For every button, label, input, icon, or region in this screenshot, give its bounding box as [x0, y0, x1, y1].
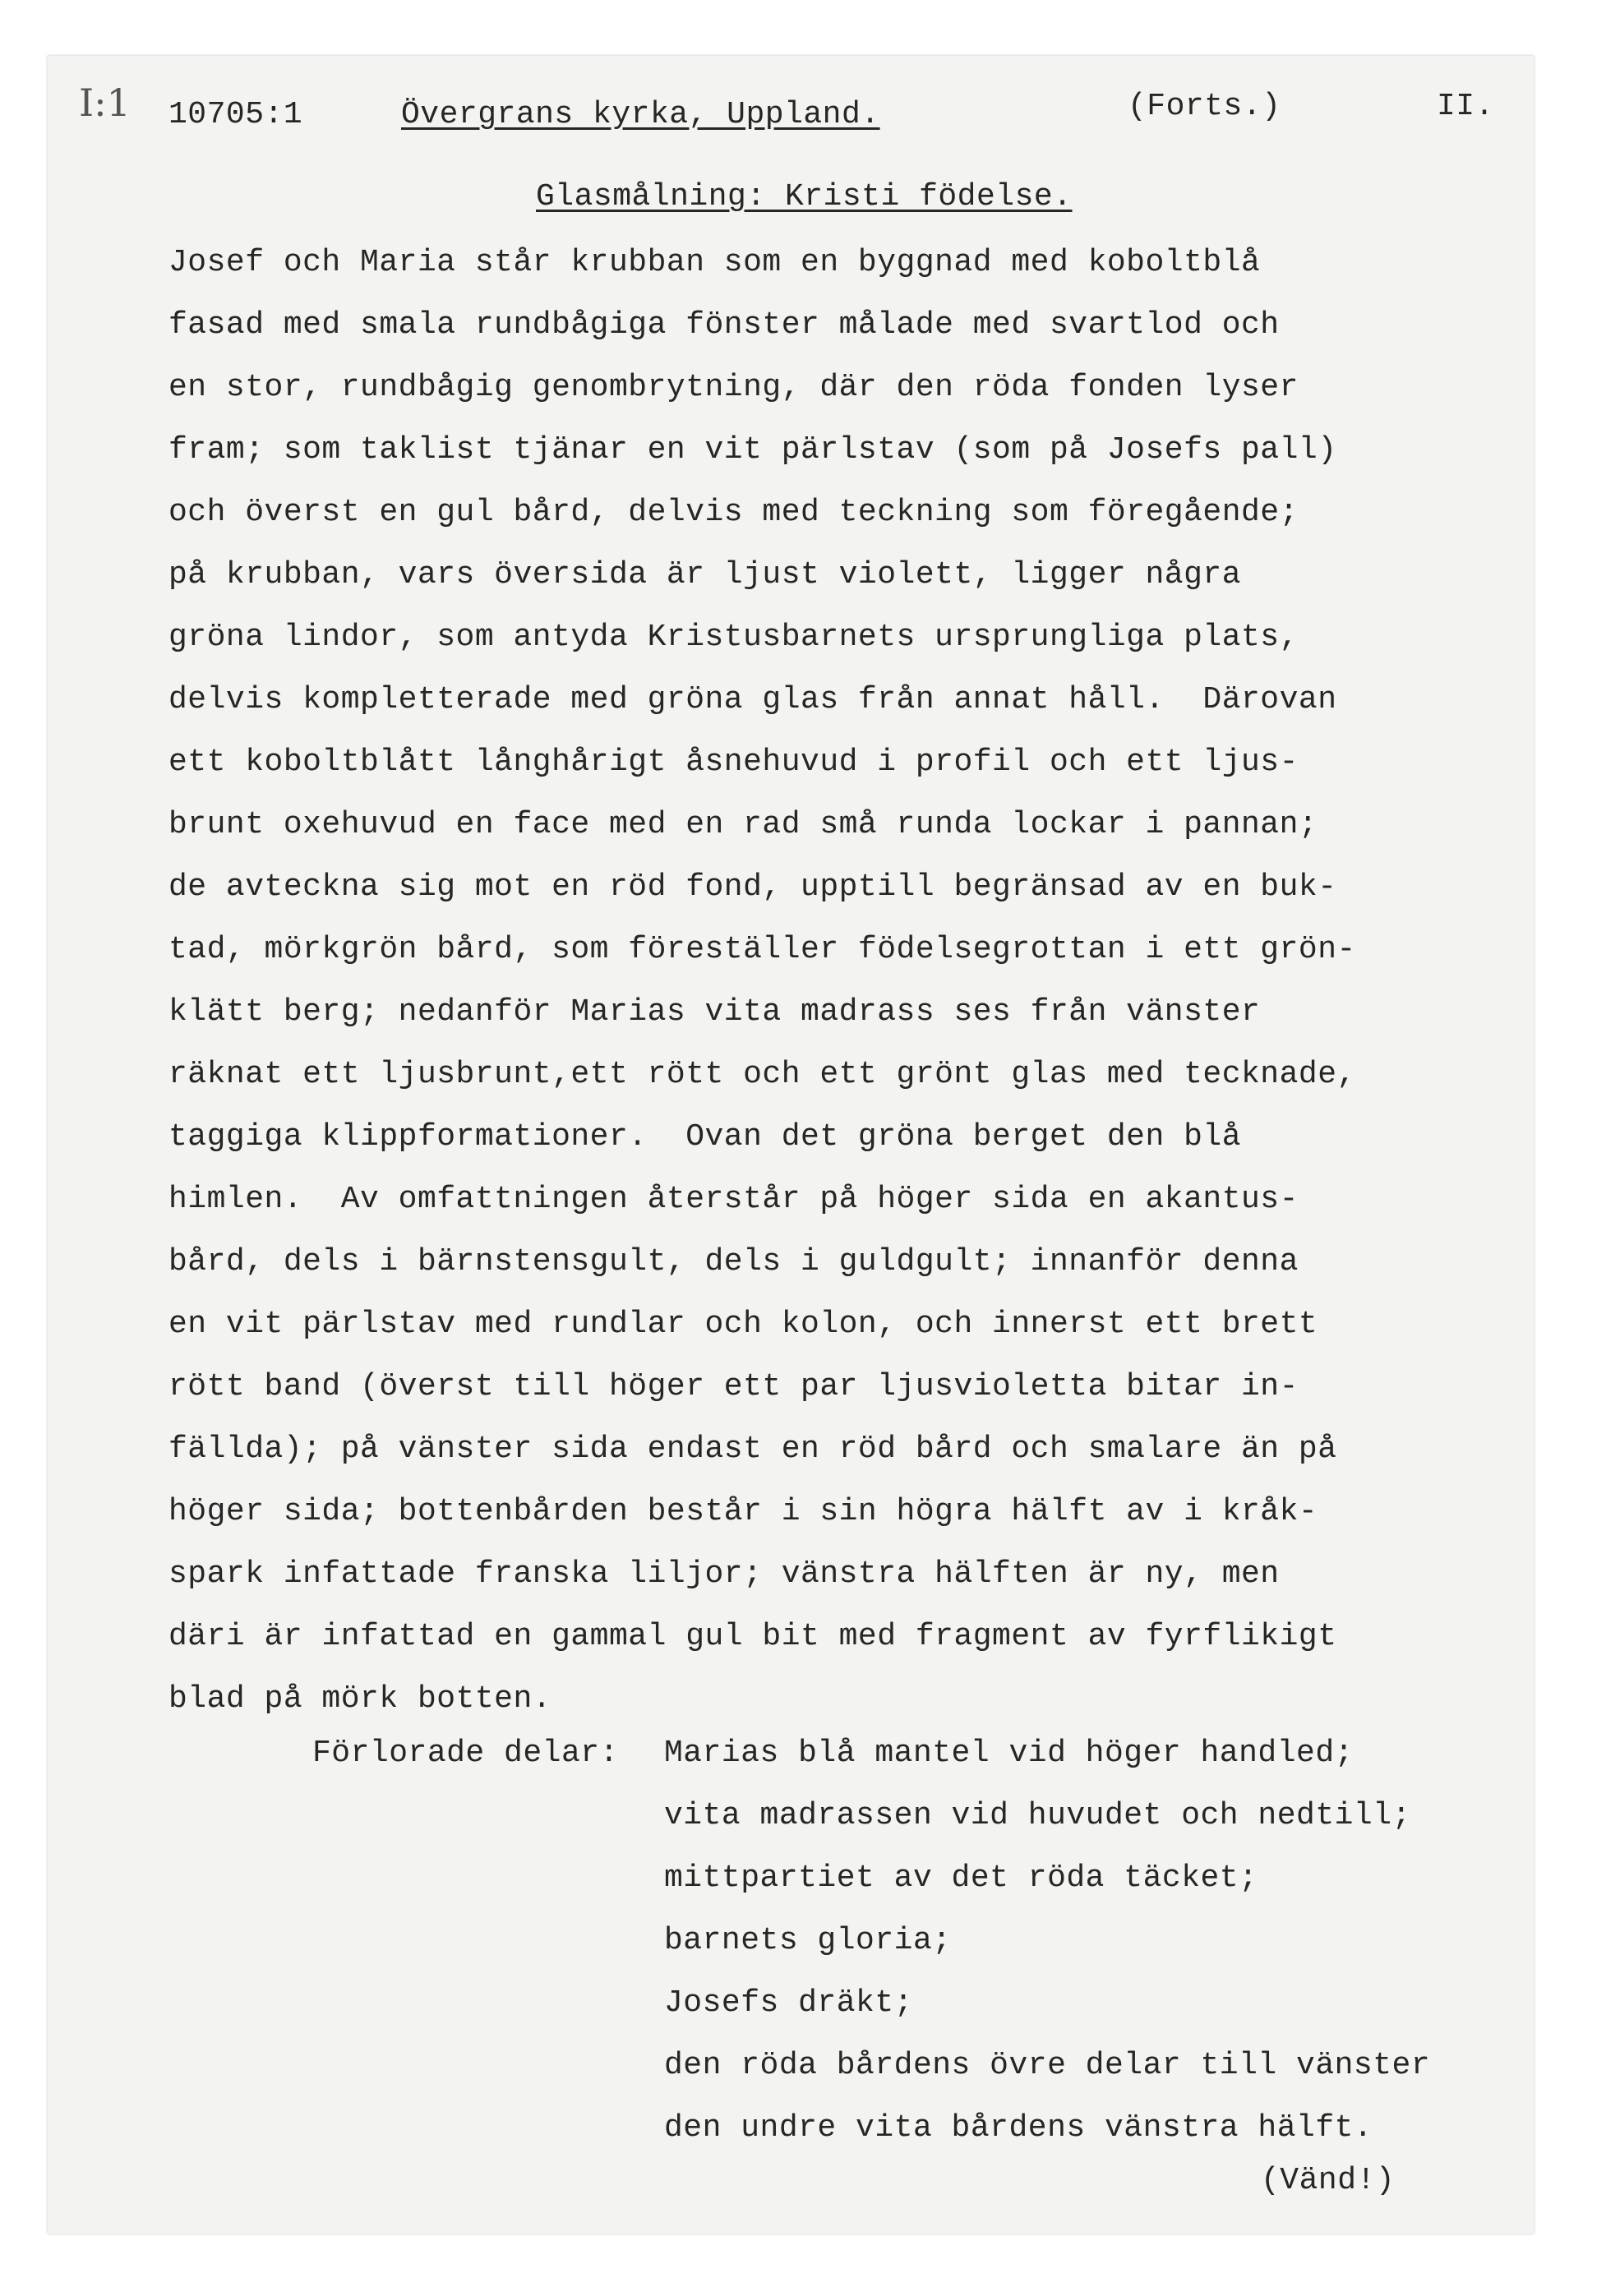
lost-part-item: Josefs dräkt;: [664, 1985, 913, 2021]
lost-part-item: vita madrassen vid huvudet och nedtill;: [664, 1798, 1411, 1833]
paragraph-line: fram; som taklist tjänar en vit pärlstav (som på Josefs pall): [168, 432, 1337, 468]
paragraph-line: gröna lindor, som antyda Kristusbarnets ursprungliga plats,: [168, 620, 1299, 655]
paragraph-line: på krubban, vars översida är ljust violett, ligger några: [168, 557, 1242, 592]
paragraph-line: himlen. Av omfattningen återstår på höger sida en akantus-: [168, 1182, 1299, 1217]
paragraph-line: delvis kompletterade med gröna glas från annat håll. Därovan: [168, 682, 1337, 717]
lost-part-item: den undre vita bårdens vänstra hälft.: [664, 2110, 1373, 2146]
paragraph-line: fällda); på vänster sida endast en röd bård och smalare än på: [168, 1432, 1337, 1467]
paragraph-line: höger sida; bottenbården består i sin högra hälft av i kråk-: [168, 1494, 1318, 1529]
paragraph-line: de avteckna sig mot en röd fond, upptill begränsad av en buk-: [168, 869, 1337, 905]
paragraph-line: en stor, rundbågig genombrytning, där den röda fonden lyser: [168, 370, 1299, 405]
paragraph-line: rött band (överst till höger ett par ljusvioletta bitar in-: [168, 1369, 1299, 1404]
paragraph-line: däri är infattad en gammal gul bit med fragment av fyrflikigt: [168, 1619, 1337, 1654]
lost-part-item: den röda bårdens övre delar till vänster: [664, 2048, 1431, 2083]
lost-part-item: mittpartiet av det röda täcket;: [664, 1860, 1258, 1896]
page-number: II.: [1437, 89, 1494, 124]
page-title: Glasmålning: Kristi födelse.: [536, 179, 1073, 214]
paragraph-line: och överst en gul bård, delvis med teckning som föregående;: [168, 495, 1299, 530]
paragraph-line: en vit pärlstav med rundlar och kolon, och innerst ett brett: [168, 1307, 1318, 1342]
catalog-number: 10705:1: [168, 97, 303, 132]
paragraph-line: spark infattade franska liljor; vänstra hälften är ny, men: [168, 1556, 1280, 1592]
paragraph-line: brunt oxehuvud en face med en rad små runda lockar i pannan;: [168, 807, 1318, 842]
paragraph-line: blad på mörk botten.: [168, 1681, 552, 1717]
corner-handwritten-mark: I:1: [79, 81, 131, 125]
paragraph-line: klätt berg; nedanför Marias vita madrass ses från vänster: [168, 994, 1261, 1030]
paragraph-line: bård, dels i bärnstensgult, dels i guldgult; innanför denna: [168, 1244, 1299, 1279]
paragraph-line: taggiga klippformationer. Ovan det gröna berget den blå: [168, 1119, 1242, 1155]
paragraph-line: fasad med smala rundbågiga fönster målade med svartlod och: [168, 307, 1280, 343]
paragraph-line: tad, mörkgrön bård, som föreställer födelsegrottan i ett grön-: [168, 932, 1356, 967]
continued-note: (Forts.): [1128, 89, 1281, 124]
lost-part-item: Marias blå mantel vid höger handled;: [664, 1736, 1354, 1771]
place-heading: Övergrans kyrka, Uppland.: [401, 97, 880, 132]
lost-parts-label: Förlorade delar:: [312, 1736, 619, 1771]
paragraph-line: Josef och Maria står krubban som en byggnad med koboltblå: [168, 245, 1261, 280]
lost-part-item: barnets gloria;: [664, 1923, 952, 1958]
paragraph-line: räknat ett ljusbrunt,ett rött och ett grönt glas med tecknade,: [168, 1057, 1356, 1092]
turn-over-note: (Vänd!): [1261, 2163, 1396, 2198]
paragraph-line: ett koboltblått långhårigt åsnehuvud i profil och ett ljus-: [168, 745, 1299, 780]
